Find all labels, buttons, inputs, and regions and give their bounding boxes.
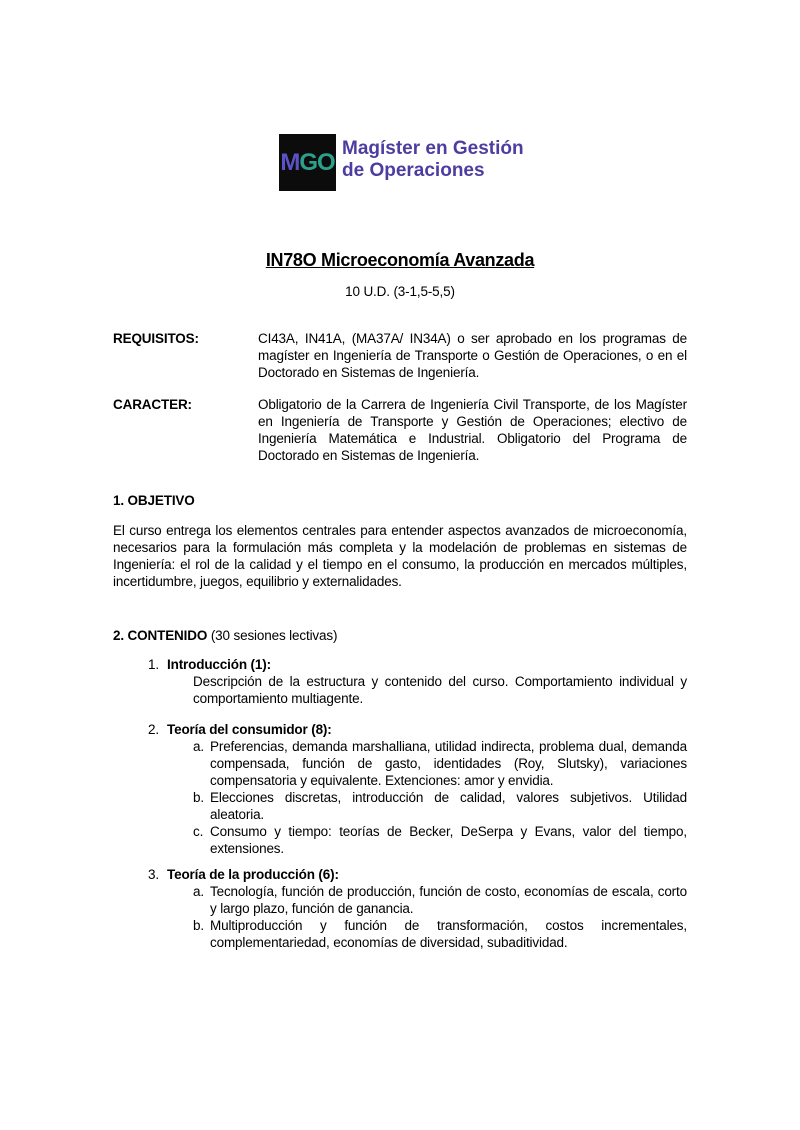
subitem-text: Elecciones discretas, introducción de calidad, valores subjetivos. Utilidad aleatoria. (210, 790, 687, 822)
requisitos-text: CI43A, IN41A, (MA37A/ IN34A) o ser aprobado en los programas de magíster en Ingeniería de Transporte o Gestión de Operaciones, o en el Doctorado en Sistemas de Ingeniería. (258, 331, 687, 380)
contenido-heading-rest: (30 sesiones lectivas) (207, 628, 338, 643)
logo-wordmark-line1: Magíster en Gestión (342, 138, 524, 159)
objetivo-heading: 1. OBJETIVO (113, 493, 195, 508)
item-description: Descripción de la estructura y contenido del curso. Comportamiento individual y comportamiento multiagente. (193, 674, 687, 706)
logo-letters-go: GO (299, 149, 335, 176)
item-number: 2. (148, 722, 159, 737)
subitem-letter: a. (193, 884, 204, 899)
caracter-label: CARACTER: (113, 397, 192, 412)
item-title: Teoría del consumidor (8): (167, 722, 332, 737)
subitem (113, 917, 687, 951)
subitem-letter: b. (193, 790, 204, 805)
item-head (113, 866, 687, 883)
subitem (113, 789, 687, 823)
content-item-teoria-produccion (113, 866, 687, 951)
requisitos-label: REQUISITOS: (113, 331, 199, 346)
item-number: 3. (148, 867, 159, 882)
item-number: 1. (148, 657, 159, 672)
mgo-logo-icon (279, 134, 336, 191)
subitem-text: Multiproducción y función de transformación, costos incrementales, complementariedad, economías de diversidad, subaditividad. (210, 918, 687, 950)
requisitos-row (113, 330, 687, 381)
subitem (113, 823, 687, 857)
subitem-letter: c. (193, 824, 204, 839)
content-item-teoria-consumidor (113, 721, 687, 857)
subitem (113, 738, 687, 789)
subitem-text: Consumo y tiempo: teorías de Becker, DeSerpa y Evans, valor del tiempo, extensiones. (210, 824, 687, 856)
logo-letter-m: M (280, 149, 300, 176)
subitem (113, 883, 687, 917)
mgo-logo (279, 134, 524, 191)
course-title: IN78O Microeconomía Avanzada (265, 250, 535, 270)
subitem-text: Tecnología, función de producción, función de costo, economías de escala, corto y largo plazo, función de ganancia. (210, 884, 687, 916)
logo-wordmark-line2: de Operaciones (342, 160, 485, 181)
contenido-heading-bold: 2. CONTENIDO (113, 628, 208, 643)
course-credits: 10 U.D. (3-1,5-5,5) (345, 284, 455, 299)
subitem-text: Preferencias, demanda marshalliana, utilidad indirecta, problema dual, demanda compensada, función de gasto, identidades (Roy, Slutsky), variaciones compensatoria y equivalente. Extenciones: amor y envidia. (210, 739, 687, 788)
objetivo-paragraph: El curso entrega los elementos centrales para entender aspectos avanzados de microeconomía, necesarios para la formulación más completa y la modelación de problemas en sistemas de Ingeniería: el rol de la calidad y el tiempo en el consumo, la producción en mercados múltiples, incertidumbre, juegos, equilibrio y externalidades. (113, 523, 687, 589)
contenido-heading (113, 627, 337, 644)
item-title: Introducción (1): (167, 657, 271, 672)
item-head (113, 656, 687, 673)
subitem-letter: b. (193, 918, 204, 933)
item-title: Teoría de la producción (6): (167, 867, 339, 882)
item-head (113, 721, 687, 738)
subitem-letter: a. (193, 739, 204, 754)
caracter-row (113, 396, 687, 464)
logo-wordmark (342, 134, 524, 182)
caracter-text: Obligatorio de la Carrera de Ingeniería Civil Transporte, de los Magíster en Ingeniería de Transporte y Gestión de Operaciones; electivo de Ingeniería Matemática e Industrial. Obligatorio del Programa de Doctorado en Sistemas de Ingeniería. (258, 397, 687, 463)
content-item-introduccion (113, 656, 687, 707)
